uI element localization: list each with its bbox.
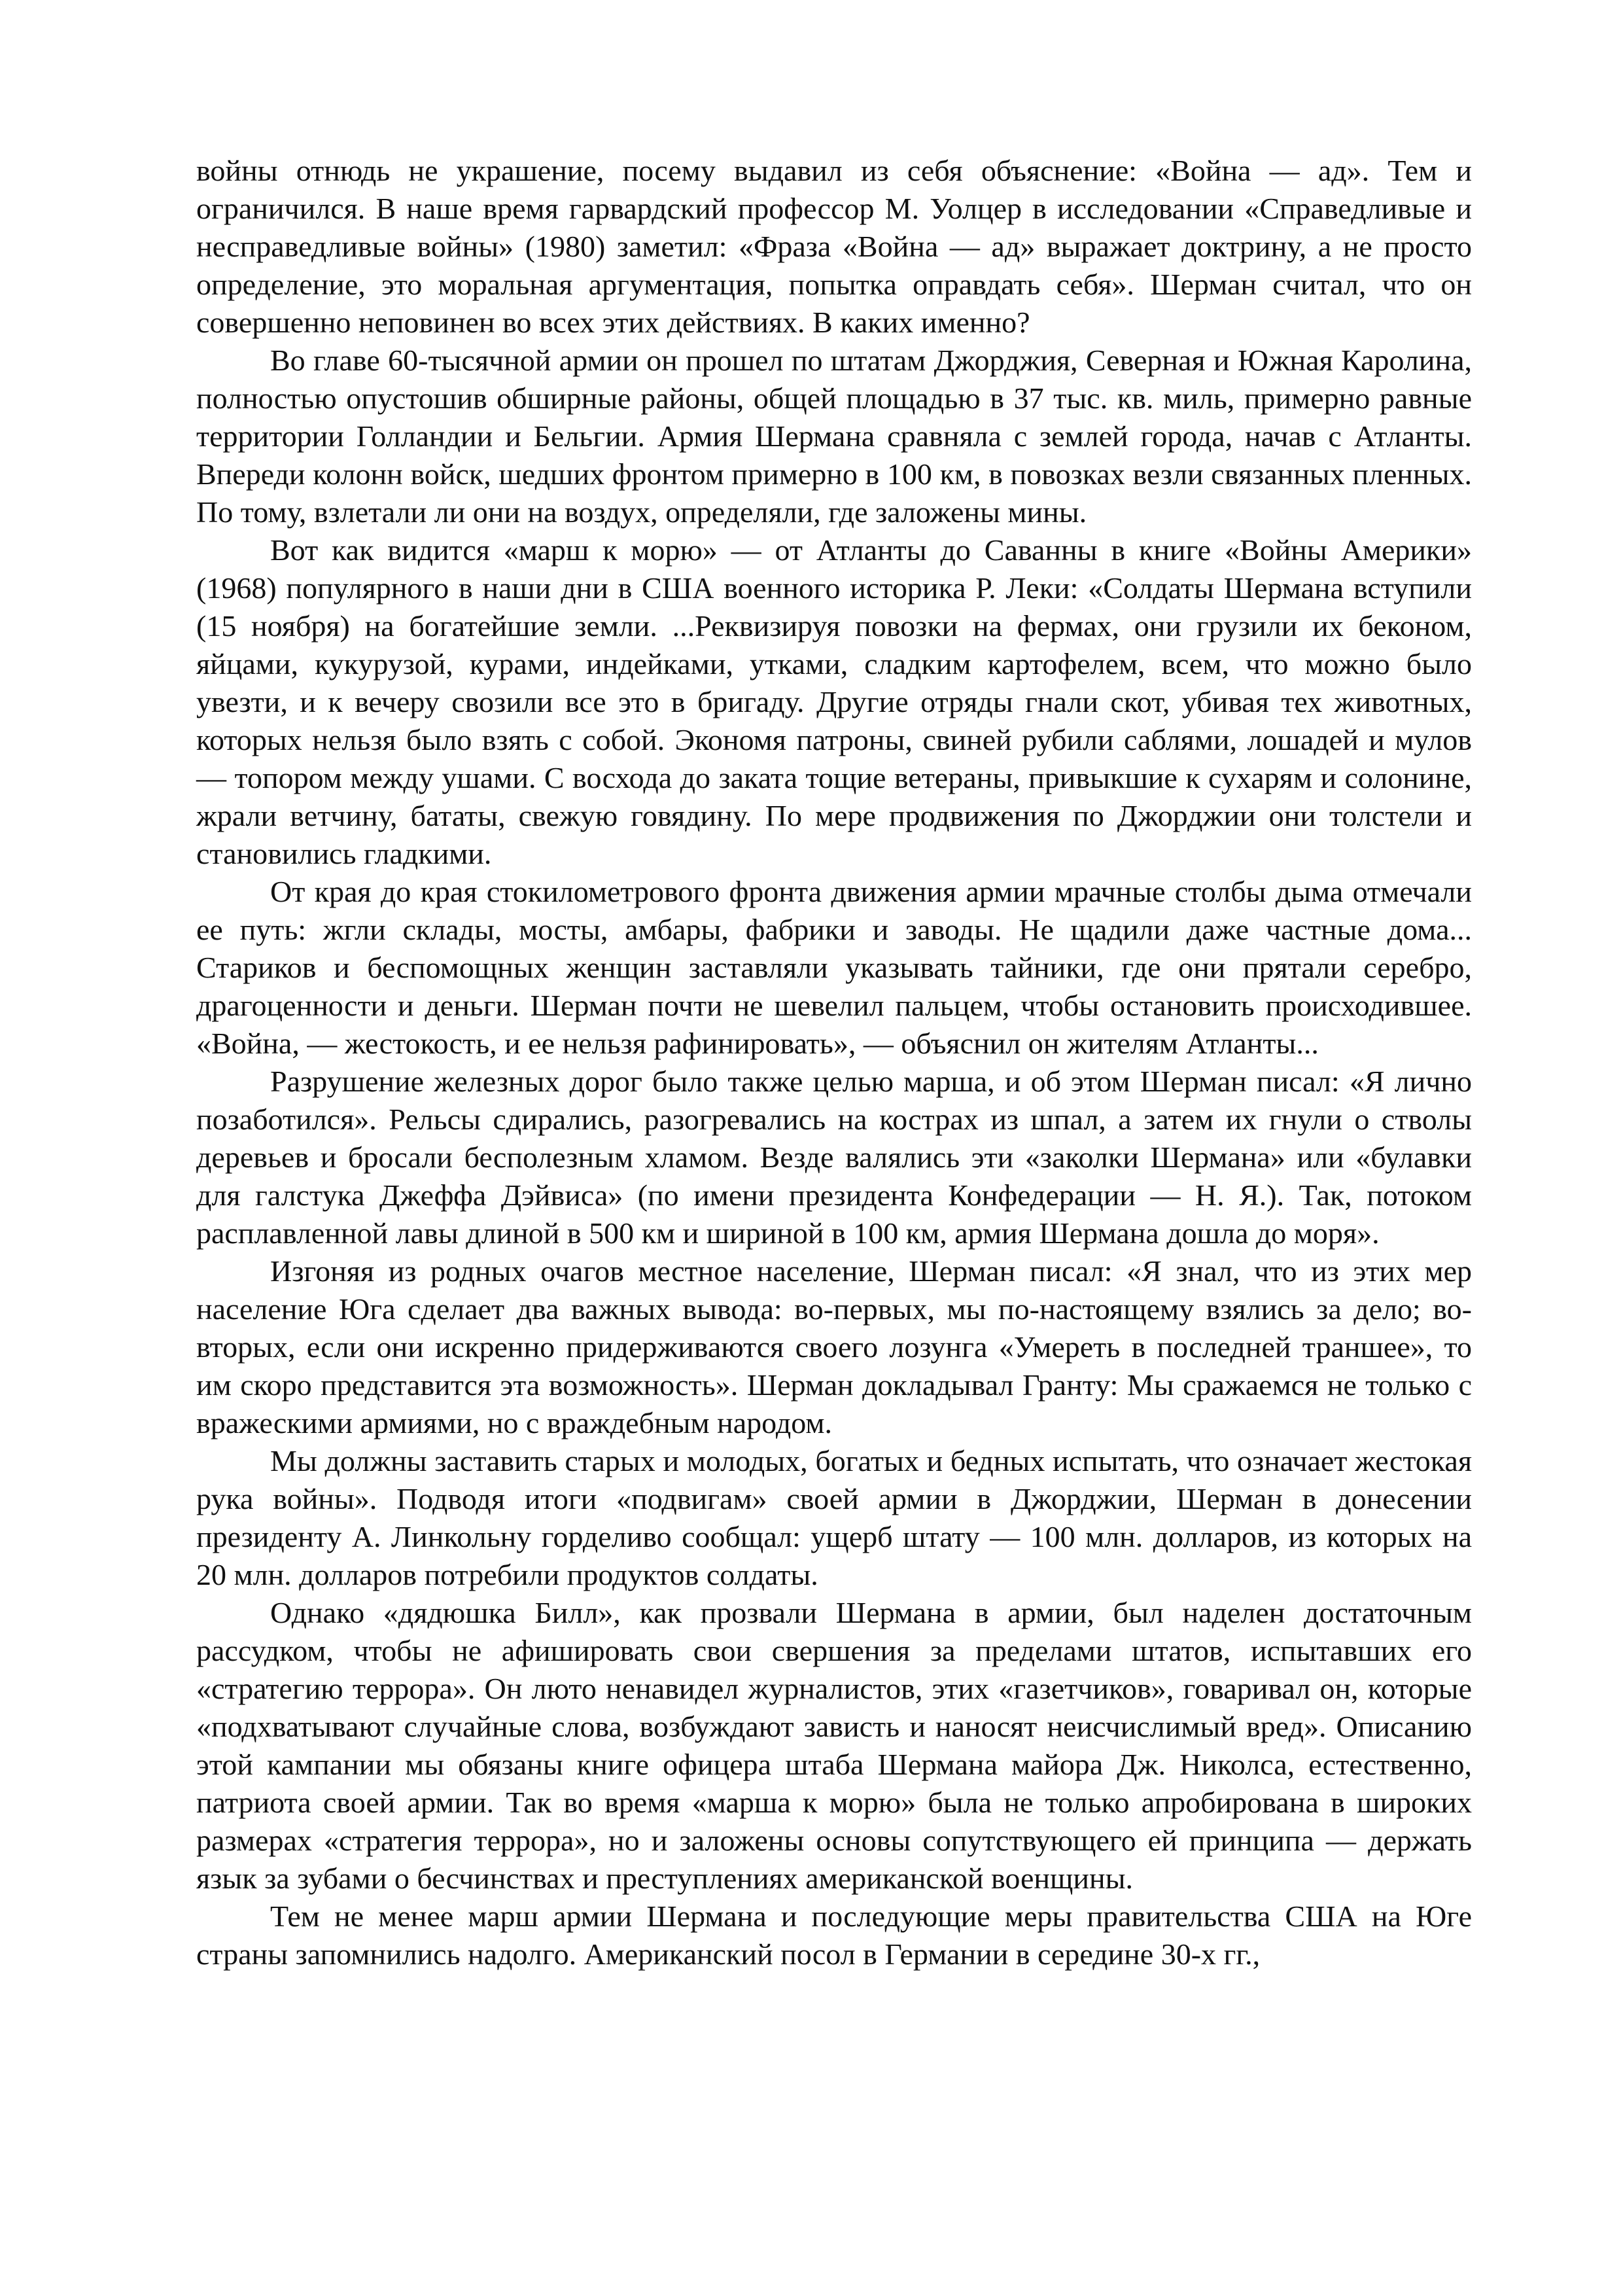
paragraph: Во главе 60-тысячной армии он прошел по штатам Джорджия, Северная и Южная Каролина, полностью опустошив обширные районы, общей площадью в 37 тыс. кв. миль, примерно равные территории Голландии и Бельгии. Армия Шермана сравняла с землей города, начав с Атланты. Впереди колонн войск, шедших фронтом примерно в 100 км, в повозках везли связанных пленных. По тому, взлетали ли они на воздух, определяли, где заложены мины. xyxy=(196,344,1472,529)
document-page xyxy=(196,152,1472,1973)
paragraph-continued: Тем не менее марш армии Шермана и последующие меры правительства США на Юге страны запомнились надолго. Американский посол в Германии в середине 30-х гг., xyxy=(196,1899,1472,1971)
paragraph: Вот как видится «марш к морю» — от Атланты до Саванны в книге «Войны Америки» (1968) популярного в наши дни в США военного историка Р. Леки: «Солдаты Шермана вступили (15 ноября) на богатейшие земли. ...Реквизируя повозки на фермах, они грузили их беконом, яйцами, кукурузой, курами, индейками, утками, сладким картофелем, всем, что можно было увезти, и к вечеру свозили все это в бригаду. Другие отряды гнали скот, убивая тех животных, которых нельзя было взять с собой. Экономя патроны, свиней рубили саблями, лошадей и мулов — топором между ушами. С восхода до заката тощие ветераны, привыкшие к сухарям и солонине, жрали ветчину, бататы, свежую говядину. По мере продвижения по Джорджии они толстели и становились гладкими. xyxy=(196,533,1472,870)
paragraph-continuation: войны отнюдь не украшение, посему выдавил из себя объяснение: «Война — ад». Тем и ограничился. В наше время гарвардский профессор М. Уолцер в исследовании «Справедливые и несправедливые войны» (1980) заметил: «Фраза «Война — ад» выражает доктрину, а не просто определение, это моральная аргументация, попытка оправдать себя». Шерман считал, что он совершенно неповинен во всех этих действиях. В каких именно? xyxy=(196,154,1472,339)
paragraph: Изгоняя из родных очагов местное население, Шерман писал: «Я знал, что из этих мер население Юга сделает два важных вывода: во-первых, мы по-настоящему взялись за дело; во-вторых, если они искренно придерживаются своего лозунга «Умереть в последней траншее», то им скоро представится эта возможность». Шерман докладывал Гранту: Мы сражаемся не только с вражескими армиями, но с враждебным народом. xyxy=(196,1254,1472,1439)
paragraph: Мы должны заставить старых и молодых, богатых и бедных испытать, что означает жестокая рука войны». Подводя итоги «подвигам» своей армии в Джорджии, Шерман в донесении президенту А. Линкольну горделиво сообщал: ущерб штату — 100 млн. долларов, из которых на 20 млн. долларов потребили продуктов солдаты. xyxy=(196,1444,1472,1591)
paragraph: От края до края стокилометрового фронта движения армии мрачные столбы дыма отмечали ее путь: жгли склады, мосты, амбары, фабрики и заводы. Не щадили даже частные дома... Стариков и беспомощных женщин заставляли указывать тайники, где они прятали серебро, драгоценности и деньги. Шерман почти не шевелил пальцем, чтобы остановить происходившее. «Война, — жестокость, и ее нельзя рафинировать», — объяснил он жителям Атланты... xyxy=(196,875,1472,1060)
paragraph: Разрушение железных дорог было также целью марша, и об этом Шерман писал: «Я лично позаботился». Рельсы сдирались, разогревались на кострах из шпал, а затем их гнули о стволы деревьев и бросали бесполезным хламом. Везде валялись эти «заколки Шермана» или «булавки для галстука Джеффа Дэйвиса» (по имени президента Конфедерации — Н. Я.). Так, потоком расплавленной лавы длиной в 500 км и шириной в 100 км, армия Шермана дошла до моря». xyxy=(196,1065,1472,1250)
paragraph: Однако «дядюшка Билл», как прозвали Шермана в армии, был наделен достаточным рассудком, чтобы не афишировать свои свершения за пределами штатов, испытавших его «стратегию террора». Он люто ненавидел журналистов, этих «газетчиков», говаривал он, которые «подхватывают случайные слова, возбуждают зависть и наносят неисчислимый вред». Описанию этой кампании мы обязаны книге офицера штаба Шермана майора Дж. Николса, естественно, патриота своей армии. Так во время «марша к морю» была не только апробирована в широких размерах «стратегия террора», но и заложены основы сопутствующего ей принципа — держать язык за зубами о бесчинствах и преступлениях американской военщины. xyxy=(196,1596,1472,1895)
